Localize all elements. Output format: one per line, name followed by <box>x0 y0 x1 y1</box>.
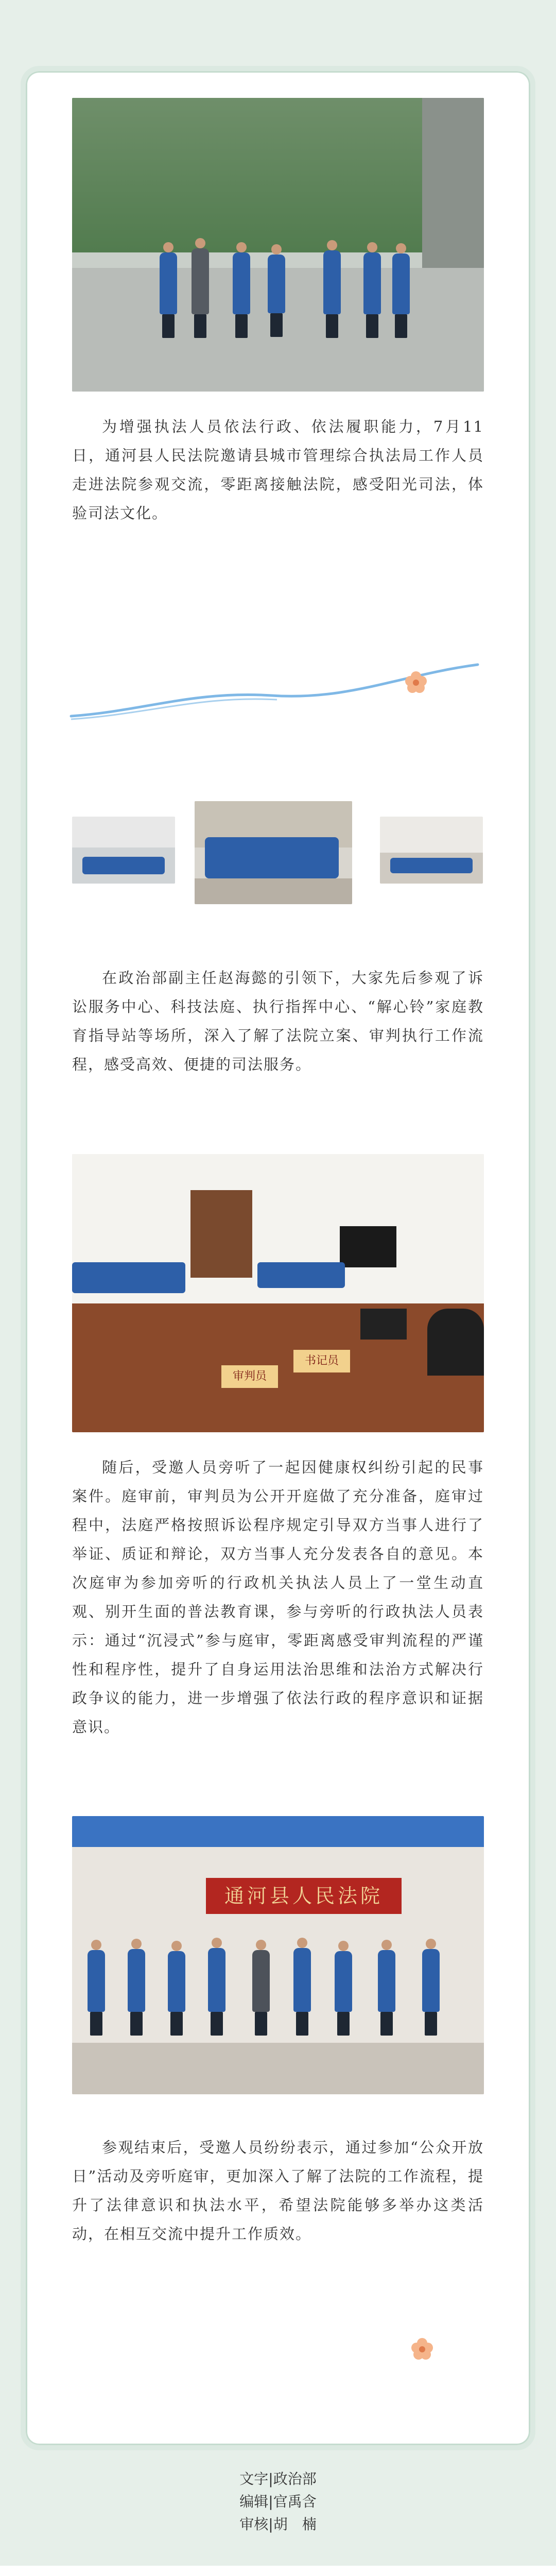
credit-editor: 编辑|官禹含 <box>239 2493 317 2510</box>
credit-review: 审核|胡 楠 <box>239 2516 317 2533</box>
placard-clerk: 书记员 <box>293 1350 350 1372</box>
wave-divider-decoration <box>66 654 488 732</box>
photo-group-portrait <box>72 1816 484 2094</box>
paragraph-intro: 为增强执法人员依法行政、依法履职能力，7月11日，通河县人民法院邀请县城市管理综合执法局工作人员走进法院参观交流，零距离接触法院，感受阳光司法，体验司法文化。 <box>72 418 484 522</box>
photo-small-center <box>195 801 352 904</box>
flower-icon <box>407 2334 438 2365</box>
paragraph-hearing: 随后，受邀人员旁听了一起因健康权纠纷引起的民事案件。庭审前，审判员为公开开庭做了充分准备，庭审过程中，法庭严格按照诉讼程序规定引导双方当事人进行了举证、质证和辩论，双方当事人充分发表各自的意见。本次庭审为参加旁听的行政机关执法人员上了一堂生动直观、别开生面的普法教育课，参与旁听的行政执法人员表示：通过“沉浸式”参与庭审，零距离感受审判流程的严谨性和程序性，提升了自身运用法治思维和法治方式解决行政争议的能力，进一步增强了依法行政的程序意识和证据意识。 <box>72 1459 484 1736</box>
paragraph-conclusion: 参观结束后，受邀人员纷纷表示，通过参加“公众开放日”活动及旁听庭审，更加深入了解了法院的工作流程，提升了法律意识和执法水平，希望法院能够多举办这类活动，在相互交流中提升工作质效。 <box>72 2139 484 2243</box>
brand-footer <box>0 2566 556 2576</box>
photo-courtroom <box>72 1154 484 1432</box>
credits-block <box>0 2468 556 2536</box>
credit-text: 文字|政治部 <box>239 2470 317 2487</box>
photo-small-right <box>380 817 483 884</box>
court-sign: 通河县人民法院 <box>206 1878 402 1914</box>
photo-group-walking <box>72 98 484 392</box>
paragraph-tour: 在政治部副主任赵海懿的引领下，大家先后参观了诉讼服务中心、科技法庭、执行指挥中心、“解心铃”家庭教育指导站等场所，深入了解了法院立案、审判执行工作流程，感受高效、便捷的司法服务。 <box>72 969 484 1073</box>
photo-small-left <box>72 817 175 884</box>
placard-judge: 审判员 <box>221 1365 278 1388</box>
